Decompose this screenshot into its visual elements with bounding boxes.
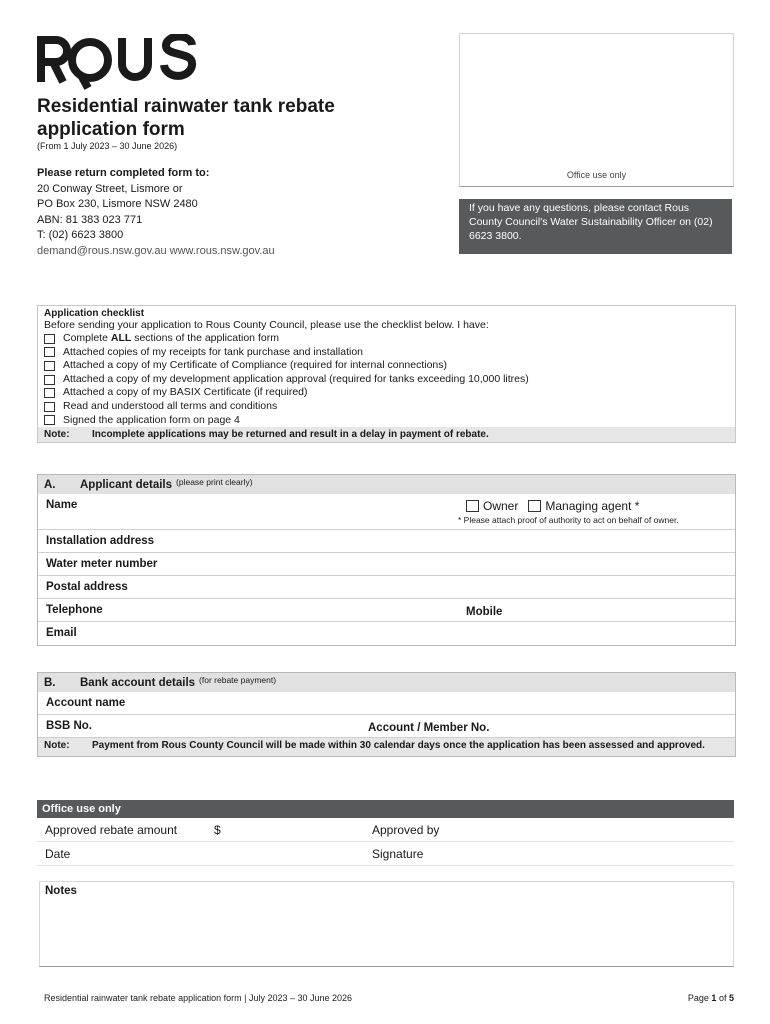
owner-type-options bbox=[466, 499, 639, 513]
footer-text: Residential rainwater tank rebate application form | July 2023 – 30 June 2026 bbox=[44, 993, 353, 1003]
checklist-item[interactable] bbox=[38, 332, 735, 346]
section-letter: A. bbox=[44, 478, 56, 491]
checklist-note bbox=[38, 427, 735, 442]
checkbox[interactable] bbox=[44, 334, 55, 344]
checklist-item-label: Complete ALL sections of the application form bbox=[63, 332, 279, 344]
checklist-item-label: Attached copies of my receipts for tank purchase and installation bbox=[63, 345, 363, 358]
managing-agent-label: Managing agent * bbox=[545, 499, 640, 513]
checklist-item-label: Attached a copy of my development application approval (required for tanks exceeding 10,000 litres) bbox=[63, 372, 529, 385]
checklist-item-label: Attached a copy of my Certificate of Compliance (required for internal connections) bbox=[63, 359, 448, 372]
account-name-field[interactable] bbox=[38, 692, 735, 715]
address-line-2: PO Box 230, Lismore NSW 2480 bbox=[37, 198, 198, 210]
checklist-item-label: Signed the application form on page 4 bbox=[63, 413, 240, 426]
page-number bbox=[688, 993, 734, 1003]
form-title: Residential rainwater tank rebate application form bbox=[37, 96, 335, 140]
applicant-details-section bbox=[37, 474, 736, 646]
abn: ABN: 81 383 023 771 bbox=[37, 213, 143, 226]
checkbox[interactable] bbox=[44, 402, 55, 412]
section-title: Bank account details bbox=[80, 676, 196, 689]
owner-checkbox[interactable] bbox=[466, 500, 479, 512]
notes-label: Notes bbox=[45, 885, 77, 897]
bank-note bbox=[38, 738, 735, 756]
section-subtitle: (please print clearly) bbox=[176, 476, 253, 487]
office-use-label: Office use only bbox=[566, 170, 627, 180]
name-field[interactable] bbox=[38, 494, 735, 530]
water-meter-label: Water meter number bbox=[46, 558, 158, 570]
section-letter: B. bbox=[44, 676, 56, 689]
office-use-heading: Office use only bbox=[37, 800, 734, 818]
bsb-field[interactable] bbox=[38, 715, 735, 738]
section-subtitle: (for rebate payment) bbox=[199, 674, 277, 685]
name-label: Name bbox=[46, 499, 78, 511]
owner-label: Owner bbox=[483, 499, 519, 513]
office-use-section bbox=[37, 800, 734, 866]
bsb-label: BSB No. bbox=[46, 720, 92, 732]
managing-agent-checkbox[interactable] bbox=[528, 500, 541, 512]
email-field[interactable] bbox=[38, 622, 735, 645]
checklist-item[interactable] bbox=[38, 373, 735, 387]
water-meter-field[interactable] bbox=[38, 553, 735, 576]
checklist-item-label: Read and understood all terms and conditions bbox=[63, 399, 278, 412]
checkbox[interactable] bbox=[44, 361, 55, 371]
bank-details-section bbox=[37, 672, 736, 757]
approved-by-label: Approved by bbox=[372, 823, 440, 837]
application-checklist bbox=[37, 305, 736, 443]
rous-logo bbox=[36, 34, 200, 90]
approved-amount-label: Approved rebate amount bbox=[45, 823, 178, 837]
date-row bbox=[37, 842, 734, 866]
page-of: of bbox=[718, 993, 727, 1003]
section-a-header bbox=[38, 475, 735, 494]
office-use-stamp-box bbox=[459, 33, 734, 187]
page-prefix: Page bbox=[687, 993, 709, 1003]
telephone-field[interactable] bbox=[38, 599, 735, 622]
page-total: 5 bbox=[728, 993, 734, 1003]
phone: T: (02) 6623 3800 bbox=[37, 229, 124, 241]
form-period: (From 1 July 2023 – 30 June 2026) bbox=[37, 141, 178, 151]
installation-address-label: Installation address bbox=[46, 535, 155, 547]
account-name-label: Account name bbox=[46, 697, 126, 709]
email-web: demand@rous.nsw.gov.au www.rous.nsw.gov.au bbox=[37, 244, 275, 257]
note-label: Note: bbox=[44, 740, 70, 751]
owner-authority-note: * Please attach proof of authority to act on behalf of owner. bbox=[458, 515, 679, 525]
return-heading: Please return completed form to: bbox=[37, 167, 210, 179]
section-b-header bbox=[38, 673, 735, 692]
checklist-heading: Application checklist bbox=[44, 308, 145, 319]
checklist-item[interactable] bbox=[38, 359, 735, 373]
checklist-item-label: Attached a copy of my BASIX Certificate (if required) bbox=[63, 386, 308, 399]
checkbox[interactable] bbox=[44, 388, 55, 398]
contact-info-box: If you have any questions, please contact Rous County Council's Water Sustainability Officer on (02) 6623 3800. bbox=[459, 199, 732, 254]
checklist-item[interactable] bbox=[38, 386, 735, 400]
approved-amount-row bbox=[37, 818, 734, 842]
return-address-block bbox=[37, 166, 275, 259]
checkbox[interactable] bbox=[44, 415, 55, 425]
dollar-sign: $ bbox=[214, 823, 221, 837]
checkbox[interactable] bbox=[44, 347, 55, 357]
mobile-label: Mobile bbox=[466, 606, 503, 618]
telephone-label: Telephone bbox=[46, 604, 103, 616]
postal-address-field[interactable] bbox=[38, 576, 735, 599]
checklist-item[interactable] bbox=[38, 414, 735, 428]
note-text: Incomplete applications may be returned and result in a delay in payment of rebate. bbox=[92, 429, 489, 441]
page-current: 1 bbox=[711, 993, 717, 1003]
postal-address-label: Postal address bbox=[46, 581, 128, 593]
email-label: Email bbox=[46, 627, 77, 639]
checklist-item[interactable] bbox=[38, 400, 735, 414]
checkbox[interactable] bbox=[44, 375, 55, 385]
date-label: Date bbox=[45, 847, 71, 861]
account-member-label: Account / Member No. bbox=[368, 722, 490, 734]
note-text: Payment from Rous County Council will be made within 30 calendar days once the application has been assessed and approved. bbox=[92, 740, 705, 751]
checklist-item[interactable] bbox=[38, 346, 735, 360]
signature-label: Signature bbox=[372, 847, 424, 861]
address-line-1: 20 Conway Street, Lismore or bbox=[37, 182, 183, 195]
installation-address-field[interactable] bbox=[38, 530, 735, 553]
notes-box[interactable] bbox=[39, 881, 734, 967]
section-title: Applicant details bbox=[80, 478, 173, 491]
checklist-intro: Before sending your application to Rous County Council, please use the checklist below. I have: bbox=[44, 319, 489, 331]
note-label: Note: bbox=[44, 429, 70, 441]
